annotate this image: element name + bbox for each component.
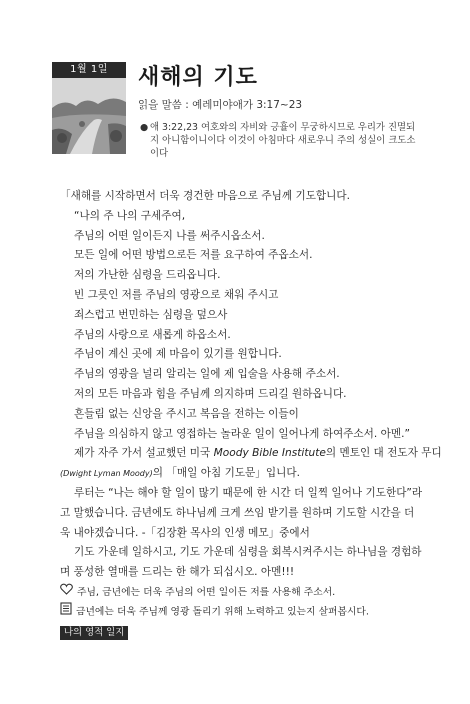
- key-verse: [140, 121, 424, 160]
- prayer-line: 빈 그릇인 저를 주님의 영광으로 채워 주시고: [74, 288, 279, 301]
- text-span: 제가 자주 가서 설교했던 미국: [74, 447, 214, 460]
- prayer-line: 주님을 의심하지 않고 영접하는 놀라운 일이 일어나게 하여주소서. 아멘.”: [74, 427, 410, 440]
- spiritual-journal-label: 나의 영적 일지: [60, 626, 128, 640]
- date-label: 1월 1일: [52, 62, 126, 78]
- prayer-text: 주님, 금년에는 더욱 주님의 어떤 일이든 저를 사용해 주소서.: [77, 587, 336, 598]
- heart-icon: [60, 583, 73, 601]
- prayer-line: 주님이 계신 곳에 제 마음이 있기를 원합니다.: [74, 348, 282, 361]
- header-photo: [52, 78, 126, 154]
- notebook-icon: [60, 602, 72, 621]
- prayer-line: 저의 가난한 심령을 드리옵니다.: [74, 269, 221, 282]
- paragraph-line: 욱 내야겠습니다. -「김장환 목사의 인생 메모」중에서: [60, 526, 310, 539]
- prayer-line: 주님의 사랑으로 새롭게 하옵소서.: [74, 328, 231, 341]
- header-block: [52, 62, 126, 154]
- devotional-body: [60, 187, 442, 583]
- paragraph-line: 기도 가운데 일하시고, 기도 가운데 심령을 회복시켜주시는 하나님을 경험하: [74, 546, 422, 559]
- person-name: (Dwight Lyman Moody): [60, 469, 153, 479]
- check-text: 금년에는 더욱 주님께 영광 돌리기 위해 노력하고 있는지 살펴봅시다.: [76, 606, 370, 618]
- text-span: 의 멘토인 대 전도자 무디: [325, 447, 442, 460]
- paragraph-line: [60, 464, 422, 484]
- prayer-application: [60, 583, 335, 599]
- page-title: 새해의 기도: [138, 65, 258, 90]
- key-verse-text: 애 3:22,23 여호와의 자비와 긍휼이 무궁하시므로 우리가 진멸되지 아니함이니이다 이것이 아침마다 새로우니 주의 성실이 크도소이다: [150, 122, 416, 159]
- scripture-reading: 읽을 말씀 : 예레미야애가 3:17~23: [138, 99, 303, 111]
- prayer-line: 흔들림 없는 신앙을 주시고 복음을 전하는 이들이: [74, 407, 299, 420]
- prayer-line: 죄스럽고 번민하는 심령을 덮으사: [74, 308, 228, 321]
- check-application: [60, 602, 369, 618]
- paragraph-line: 고 말했습니다. 금년에도 하나님께 크게 쓰임 받기를 원하며 기도할 시간을 더: [60, 506, 415, 519]
- prayer-line: 모든 일에 어떤 방법으로든 저를 요구하여 주옵소서.: [74, 249, 313, 262]
- prayer-line: 저의 모든 마음과 힘을 주님께 의지하며 드리길 원하옵니다.: [74, 387, 347, 400]
- prayer-line: “나의 주 나의 구세주여,: [74, 209, 186, 222]
- paragraph-line: [60, 444, 442, 464]
- institute-name: Moody Bible Institute: [213, 447, 326, 460]
- bullet-icon: ●: [140, 122, 149, 133]
- paragraph-line: 며 풍성한 열매를 드리는 한 해가 되십시오. 아멘!!!: [60, 566, 295, 579]
- prayer-line: 「새해를 시작하면서 더욱 경건한 마음으로 주님께 기도합니다.: [60, 190, 351, 202]
- prayer-line: 주님의 어떤 일이든지 나를 써주시옵소서.: [74, 229, 265, 242]
- paragraph-line: 루터는 “나는 해야 할 일이 많기 때문에 한 시간 더 일찍 일어나 기도한다”라: [74, 486, 423, 499]
- prayer-line: 주님의 영광을 널리 알리는 일에 제 입술을 사용해 주소서.: [74, 368, 340, 381]
- text-span: 의 「매일 아침 기도문」입니다.: [152, 467, 300, 480]
- landscape-illustration: [52, 78, 126, 154]
